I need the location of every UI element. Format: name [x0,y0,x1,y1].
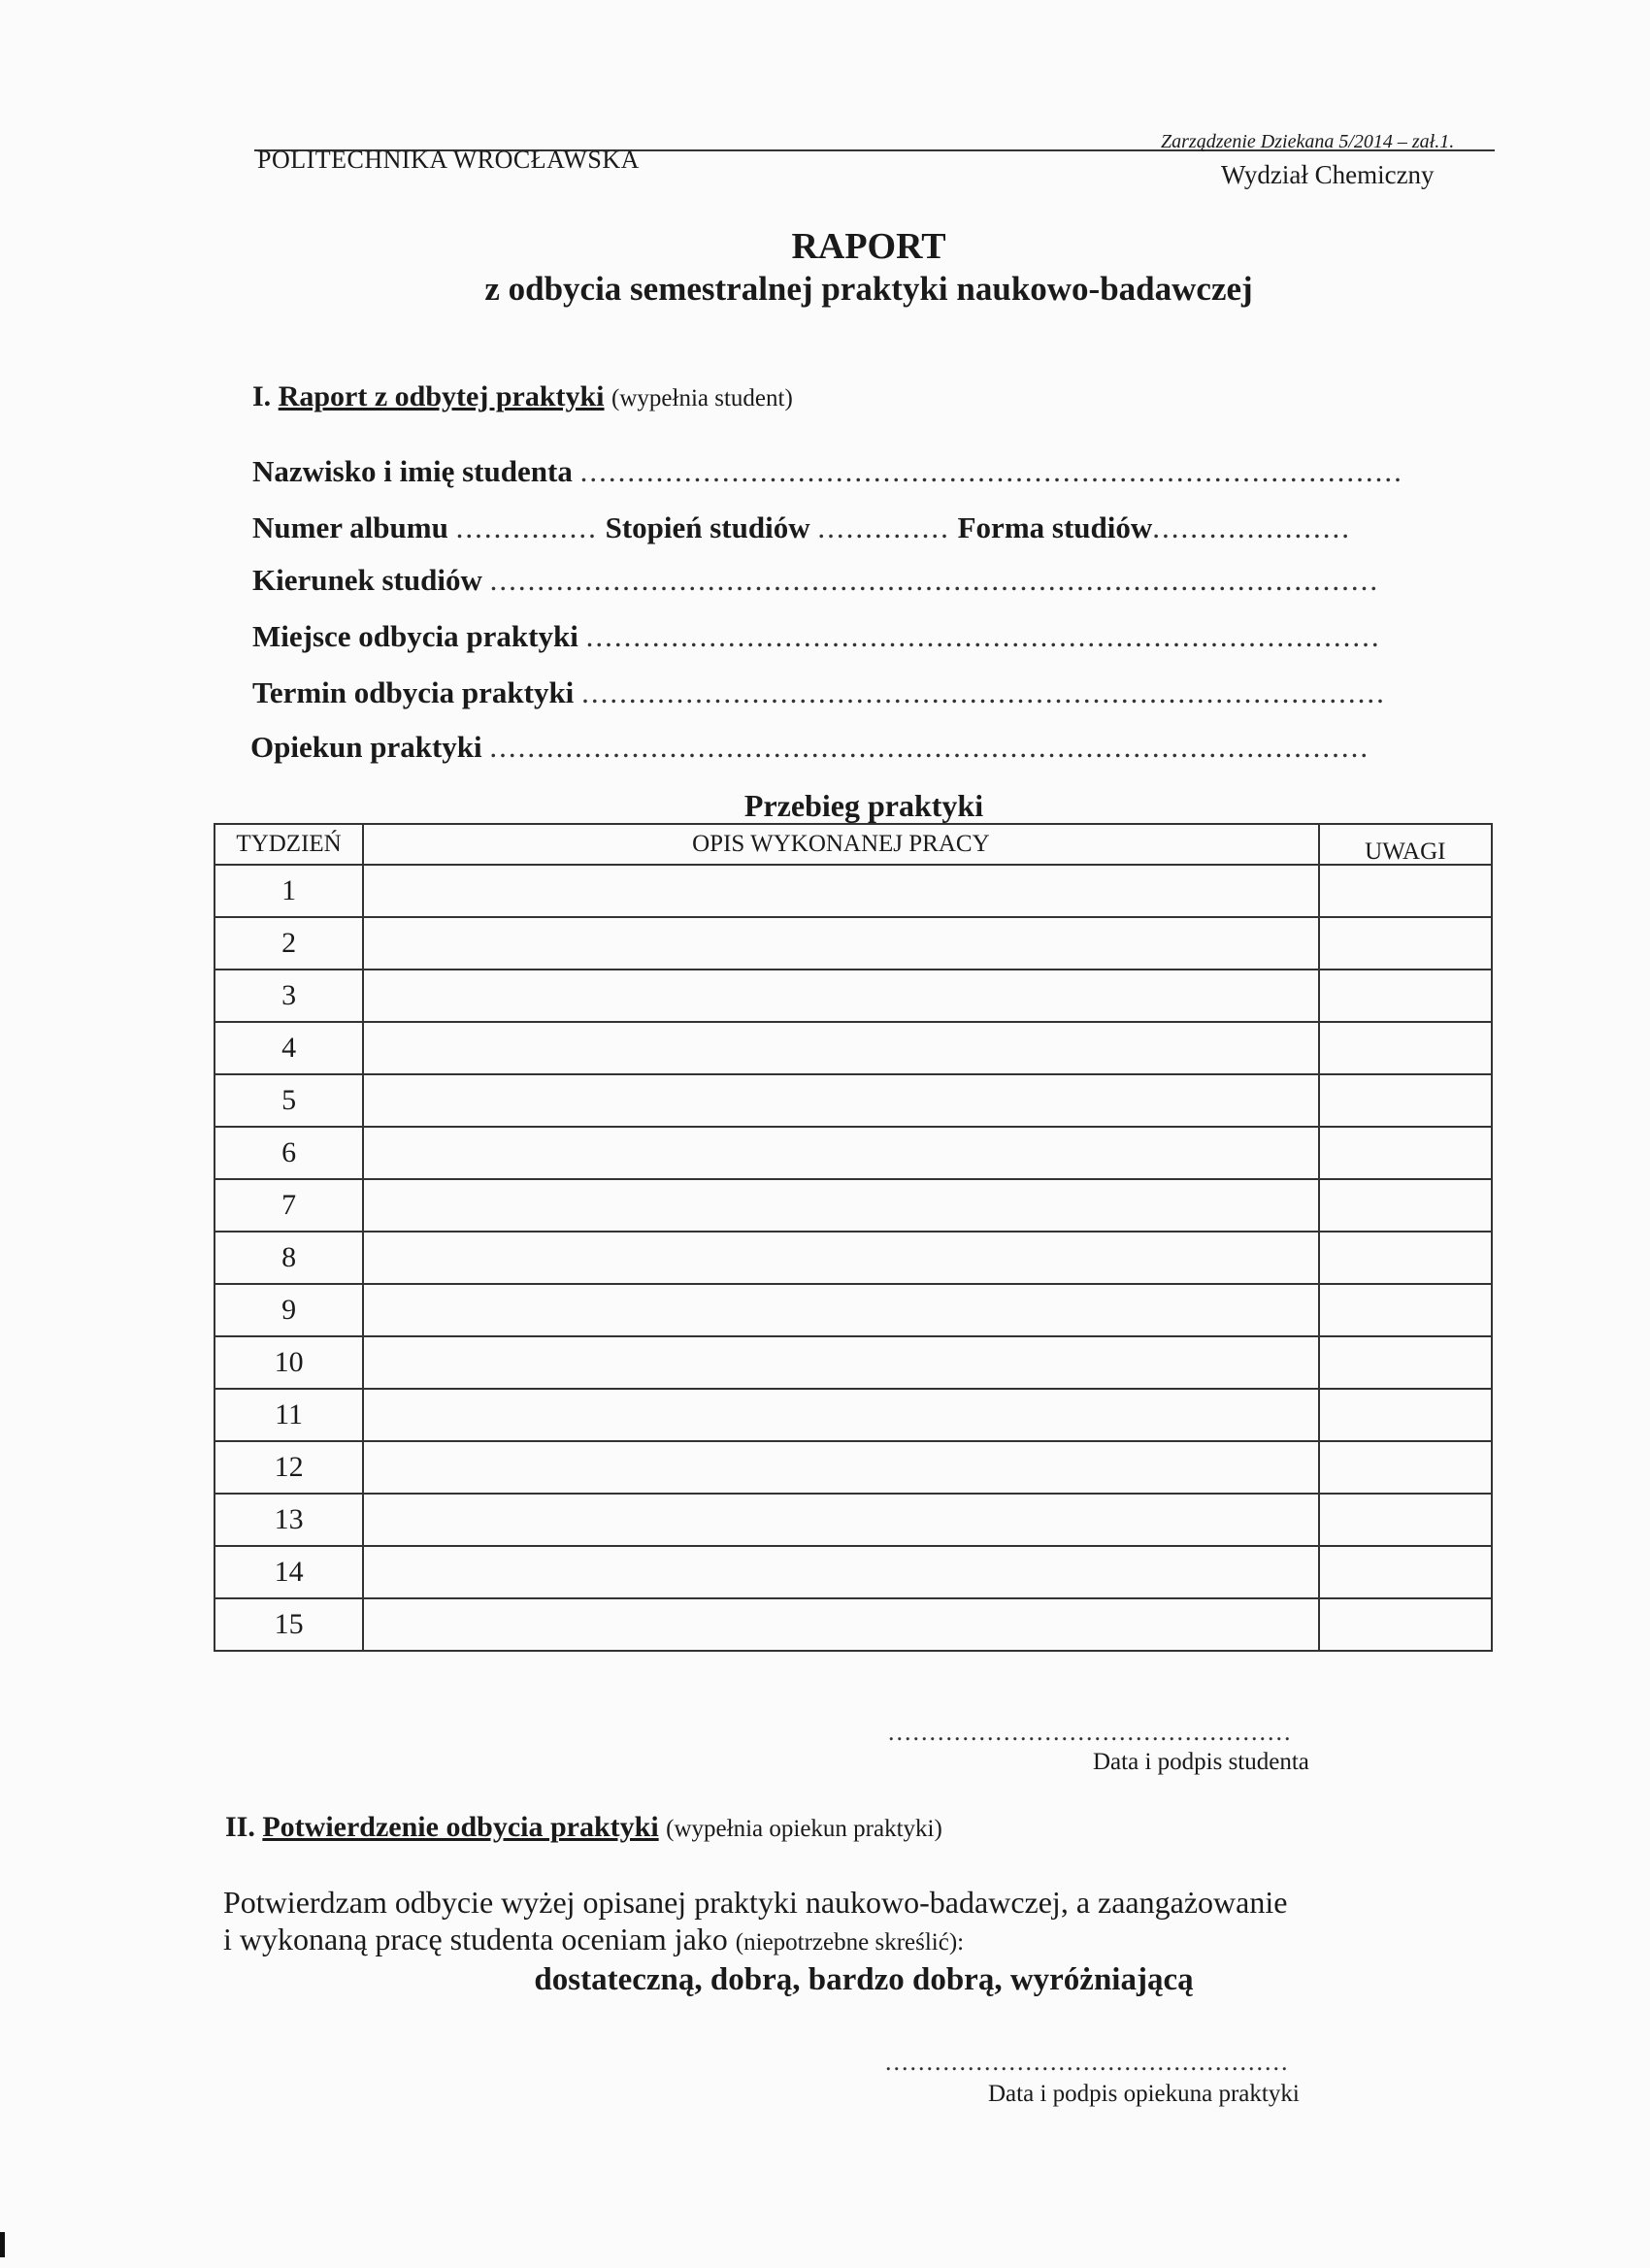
table-row [214,1074,1492,1127]
table-row [214,1127,1492,1179]
field-form[interactable]: Forma studiów..................... [957,510,1352,544]
internship-log-table [214,823,1493,1652]
table-row [214,917,1492,970]
table-row [214,1284,1492,1336]
confirmation-text-line-2: i wykonaną pracę studenta oceniam jako (niepotrzebne skreślić): [223,1922,965,1956]
remarks-cell[interactable] [1319,1232,1492,1284]
week-number: 5 [214,1074,363,1127]
remarks-cell[interactable] [1319,1546,1492,1598]
remarks-cell[interactable] [1319,917,1492,970]
student-signature-label: Data i podpis studenta [1093,1749,1309,1775]
decree-reference: Zarządzenie Dziekana 5/2014 – zał.1. [1161,131,1455,152]
remarks-cell[interactable] [1319,970,1492,1022]
university-name: POLITECHNIKA WROCŁAWSKA [257,146,640,174]
week-number: 11 [214,1389,363,1441]
confirmation-text-line-1: Potwierdzam odbycie wyżej opisanej praktyki naukowo-badawczej, a zaangażowanie [223,1885,1288,1920]
remarks-cell[interactable] [1319,1494,1492,1546]
field-row-album-degree-form [252,510,1351,545]
section-2-heading [225,1811,942,1844]
table-row [214,1441,1492,1494]
work-description-cell[interactable] [363,1284,1318,1336]
remarks-cell[interactable] [1319,865,1492,917]
field-label: Opiekun praktyki [250,730,482,764]
work-description-cell[interactable] [363,1336,1318,1389]
section-2-title: Potwierdzenie odbycia praktyki [262,1811,659,1843]
week-number: 8 [214,1232,363,1284]
week-number: 9 [214,1284,363,1336]
remarks-cell[interactable] [1319,1441,1492,1494]
remarks-cell[interactable] [1319,1022,1492,1074]
work-description-cell[interactable] [363,1494,1318,1546]
document-subtitle: z odbycia semestralnej praktyki naukowo-badawczej [484,270,1253,308]
work-description-cell[interactable] [363,1179,1318,1232]
work-description-cell[interactable] [363,970,1318,1022]
week-number: 13 [214,1494,363,1546]
section-1-heading [252,380,793,413]
table-row [214,1179,1492,1232]
field-album[interactable]: Numer albumu ............... [252,510,598,544]
remarks-cell[interactable] [1319,1336,1492,1389]
table-row [214,1022,1492,1074]
work-description-cell[interactable] [363,1546,1318,1598]
document-title: RAPORT [791,226,946,267]
student-signature-line[interactable]: ................................................. [888,1718,1293,1746]
field-place[interactable]: Miejsce odbycia praktyki .................................................................................... [252,619,1381,653]
section-2-number: II. [225,1811,255,1843]
table-row [214,970,1492,1022]
work-description-cell[interactable] [363,1022,1318,1074]
field-supervisor[interactable]: Opiekun praktyki ............................................................................................. [250,730,1370,764]
work-description-cell[interactable] [363,1389,1318,1441]
week-number: 7 [214,1179,363,1232]
confirmation-note: (niepotrzebne skreślić): [735,1929,965,1956]
section-1-number: I. [252,380,272,412]
column-header-week: TYDZIEŃ [214,824,363,865]
scan-edge-mark [0,2232,5,2257]
supervisor-signature-line[interactable]: ................................................. [885,2048,1290,2076]
field-label: Termin odbycia praktyki [252,675,575,709]
week-number: 12 [214,1441,363,1494]
field-degree[interactable]: Stopień studiów .............. [605,510,950,544]
week-number: 14 [214,1546,363,1598]
table-row [214,865,1492,917]
remarks-cell[interactable] [1319,1074,1492,1127]
week-number: 10 [214,1336,363,1389]
work-description-cell[interactable] [363,917,1318,970]
week-number: 3 [214,970,363,1022]
work-description-cell[interactable] [363,865,1318,917]
field-label: Nazwisko i imię studenta [252,454,573,488]
work-description-cell[interactable] [363,1598,1318,1651]
week-number: 6 [214,1127,363,1179]
grade-options[interactable]: dostateczną, dobrą, bardzo dobrą, wyróżniającą [534,1962,1194,1997]
column-header-remarks: UWAGI [1319,824,1492,865]
work-description-cell[interactable] [363,1441,1318,1494]
work-description-cell[interactable] [363,1127,1318,1179]
table-row [214,1389,1492,1441]
field-major[interactable]: Kierunek studiów .............................................................................................. [252,563,1380,597]
section-2-note: (wypełnia opiekun praktyki) [666,1816,942,1842]
remarks-cell[interactable] [1319,1284,1492,1336]
remarks-cell[interactable] [1319,1598,1492,1651]
column-header-description: OPIS WYKONANEJ PRACY [363,824,1318,865]
week-number: 2 [214,917,363,970]
remarks-cell[interactable] [1319,1179,1492,1232]
table-row [214,1232,1492,1284]
remarks-cell[interactable] [1319,1389,1492,1441]
table-row [214,1336,1492,1389]
table-row [214,1598,1492,1651]
table-row [214,1546,1492,1598]
field-student-name[interactable]: Nazwisko i imię studenta ....................................................................................... [252,454,1403,488]
table-row [214,1494,1492,1546]
field-label: Kierunek studiów [252,563,482,597]
supervisor-signature-label: Data i podpis opiekuna praktyki [988,2081,1300,2107]
week-number: 1 [214,865,363,917]
remarks-cell[interactable] [1319,1127,1492,1179]
faculty-name: Wydział Chemiczny [1221,160,1435,189]
work-description-cell[interactable] [363,1232,1318,1284]
section-1-note: (wypełnia student) [611,385,793,411]
section-1-title: Raport z odbytej praktyki [278,380,605,412]
work-description-cell[interactable] [363,1074,1318,1127]
log-table-title: Przebieg praktyki [743,788,984,823]
week-number: 15 [214,1598,363,1651]
week-number: 4 [214,1022,363,1074]
field-term[interactable]: Termin odbycia praktyki ..................................................................................... [252,675,1386,709]
field-label: Miejsce odbycia praktyki [252,619,578,653]
